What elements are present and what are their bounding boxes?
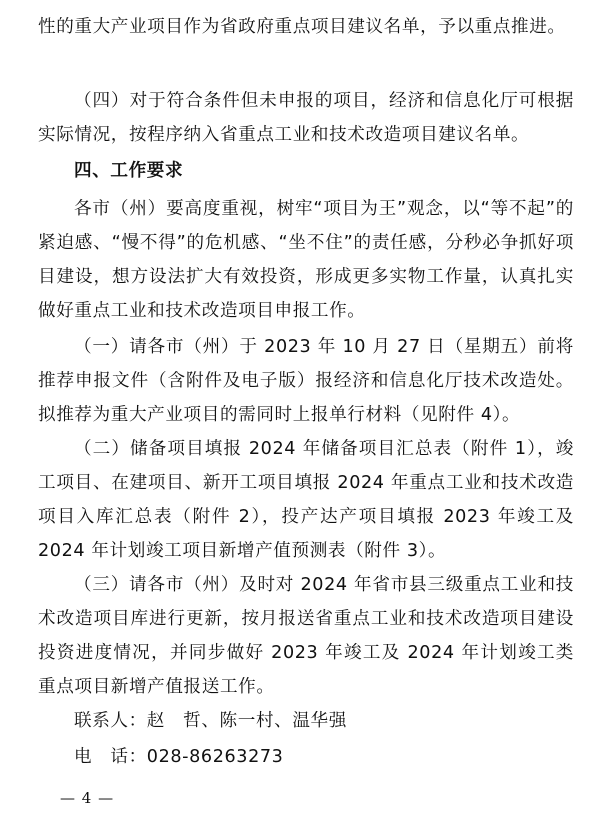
section-heading: 四、工作要求: [74, 161, 184, 181]
paragraph-item-one: （一）请各市（州）于 2023 年 10 月 27 日（星期五）前将推荐申报文件（含附件及电子版）报经济和信息化厅技术改造处。拟推荐为重大产业项目的需同时上报单行材料（见附件 4）。: [38, 337, 574, 425]
paragraph-item-three: （三）请各市（州）及时对 2024 年省市县三级重点工业和技术改造项目库进行更新，按月报送省重点工业和技术改造项目建设投资进度情况，并同步做好 2023 年竣工及 2024 年计划竣工类重点项目新增产值报送工作。: [38, 575, 574, 697]
paragraph-item-two: （二）储备项目填报 2024 年储备项目汇总表（附件 1），竣工项目、在建项目、新开工项目填报 2024 年重点工业和技术改造项目入库汇总表（附件 2），投产达产项目填报 2023 年竣工及 2024 年计划竣工项目新增产值预测表（附件 3）。: [38, 439, 574, 561]
paragraph-requirements-intro: 各市（州）要高度重视，树牢“项目为王”观念，以“等不起”的紧迫感、“慢不得”的危机感、“坐不住”的责任感，分秒必争抓好项目建设，想方设法扩大有效投资，形成更多实物工作量，认真扎实做好重点工业和技术改造项目申报工作。: [38, 199, 574, 321]
contact-persons: 联系人：赵 哲、陈一村、温华强: [74, 711, 347, 731]
paragraph-item-four: （四）对于符合条件但未申报的项目，经济和信息化厅可根据实际情况，按程序纳入省重点工业和技术改造项目建议名单。: [38, 91, 574, 145]
page-number: — 4 —: [60, 789, 115, 807]
paragraph-continued: 性的重大产业项目作为省政府重点项目建议名单，予以重点推进。: [38, 17, 566, 37]
contact-phone: 电 话：028-86263273: [74, 747, 284, 767]
